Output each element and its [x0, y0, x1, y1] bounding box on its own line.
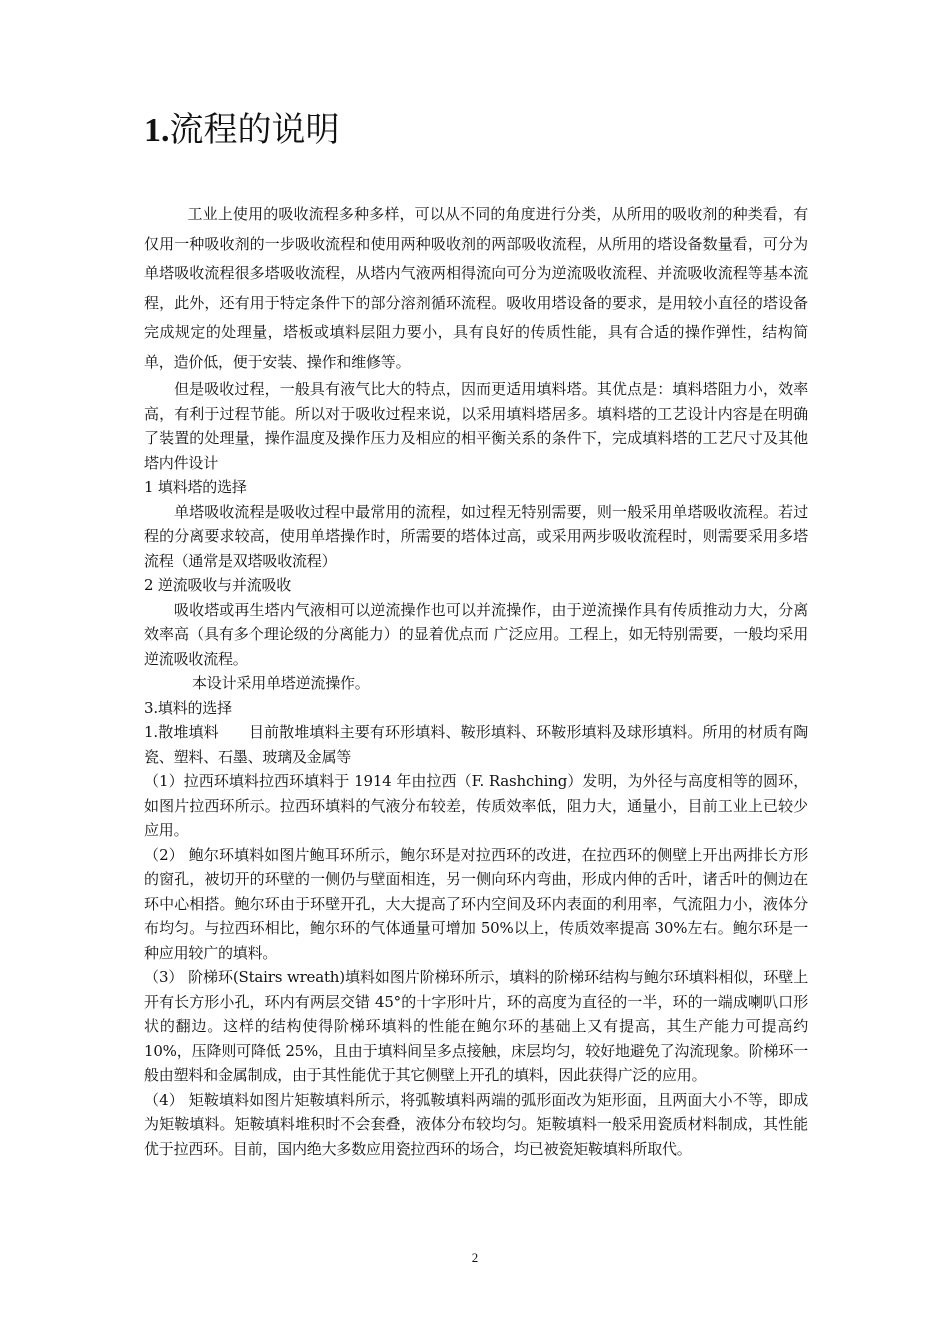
paragraph-tower-selection: 单塔吸收流程是吸收过程中最常用的流程，如过程无特别需要，则一般采用单塔吸收流程。若过程的分离要求较高，使用单塔操作时，所需要的塔体过高，或采用两步吸收流程时，则需要采用多塔流程（通常是双塔吸收流程）	[144, 502, 808, 570]
paragraph-design-choice: 本设计采用单塔逆流操作。	[192, 674, 370, 692]
page-number: 2	[471, 1250, 479, 1265]
paragraph-intro: 工业上使用的吸收流程多种多样，可以从不同的角度进行分类，从所用的吸收剂的种类看，有仅用一种吸收剂的一步吸收流程和使用两种吸收剂的两部吸收流程，从所用的塔设备数量看，可分为单塔吸收流程很多塔吸收流程，从塔内气液两相得流向可分为逆流吸收流程、并流吸收流程等基本流程，此外，还有用于特定条件下的部分溶剂循环流程。吸收用塔设备的要求，是用较小直径的塔设备完成规定的处理量，塔板或填料层阻力要小，具有良好的传质性能，具有合适的操作弹性，结构简单，造价低，便于安装、操作和维修等。	[144, 205, 808, 371]
list-item-cascade-ring: （3） 阶梯环(Stairs wreath)填料如图片阶梯环所示，填料的阶梯环结构与鲍尔环填料相似，环壁上开有长方形小孔，环内有两层交错 45°的十字形叶片，环的高度为直径的一半，环的一端成喇叭口形状的翻边。这样的结构使得阶梯环填料的性能在鲍尔环的基础上又有提高，其生产能力可提高约 10%，压降则可降低 25%，且由于填料间呈多点接触，床层均匀，较好地避免了沟流现象。阶梯环一般由塑料和金属制成，由于其性能优于其它侧壁上开孔的填料，因此获得广泛的应用。	[144, 968, 808, 1084]
document-body	[144, 200, 808, 1161]
section-heading-tower-selection: 1 填料塔的选择	[144, 478, 247, 496]
paragraph-random-packing: 1.散堆填料 目前散堆填料主要有环形填料、鞍形填料、环鞍形填料及球形填料。所用的材质有陶瓷、塑料、石墨、玻璃及金属等	[144, 723, 808, 766]
list-item-raschig-ring: （1）拉西环填料拉西环填料于 1914 年由拉西（F. Rashching）发明，为外径与高度相等的圆环，如图片拉西环所示。拉西环填料的气液分布较差，传质效率低，阻力大，通量小，目前工业上已较少应用。	[144, 772, 808, 839]
section-heading-packing-selection: 3.填料的选择	[144, 698, 232, 717]
title-number: 1.	[144, 112, 170, 149]
paragraph-advantage: 但是吸收过程，一般具有液气比大的特点，因而更适用填料塔。其优点是：填料塔阻力小，效率高，有利于过程节能。所以对于吸收过程来说，以采用填料塔居多。填料塔的工艺设计内容是在明确了装置的处理量，操作温度及操作压力及相应的相平衡关系的条件下，完成填料塔的工艺尺寸及其他塔内件设计	[144, 380, 808, 472]
page-title	[144, 100, 340, 161]
list-item-pall-ring: （2） 鲍尔环填料如图片鲍耳环所示，鲍尔环是对拉西环的改进，在拉西环的侧壁上开出两排长方形的窗孔，被切开的环壁的一侧仍与壁面相连，另一侧向环内弯曲，形成内伸的舌叶，诸舌叶的侧边在环中心相搭。鲍尔环由于环壁开孔，大大提高了环内空间及环内表面的利用率，气流阻力小，液体分布均匀。与拉西环相比，鲍尔环的气体通量可增加 50%以上，传质效率提高 30%左右。鲍尔环是一种应用较广的填料。	[144, 845, 808, 962]
paragraph-flow-direction: 吸收塔或再生塔内气液相可以逆流操作也可以并流操作，由于逆流操作具有传质推动力大，分离效率高（具有多个理论级的分离能力）的显着优点而 广泛应用。工程上，如无特别需要，一般均采用逆流吸收流程。	[144, 600, 808, 668]
list-item-intalox-saddle: （4） 矩鞍填料如图片矩鞍填料所示，将弧鞍填料两端的弧形面改为矩形面，且两面大小不等，即成为矩鞍填料。矩鞍填料堆积时不会套叠，液体分布较均匀。矩鞍填料一般采用瓷质材料制成，其性能优于拉西环。目前，国内绝大多数应用瓷拉西环的场合，均已被瓷矩鞍填料所取代。	[144, 1090, 808, 1158]
title-text: 流程的说明	[169, 110, 340, 150]
section-heading-flow-direction: 2 逆流吸收与并流吸收	[144, 576, 292, 594]
